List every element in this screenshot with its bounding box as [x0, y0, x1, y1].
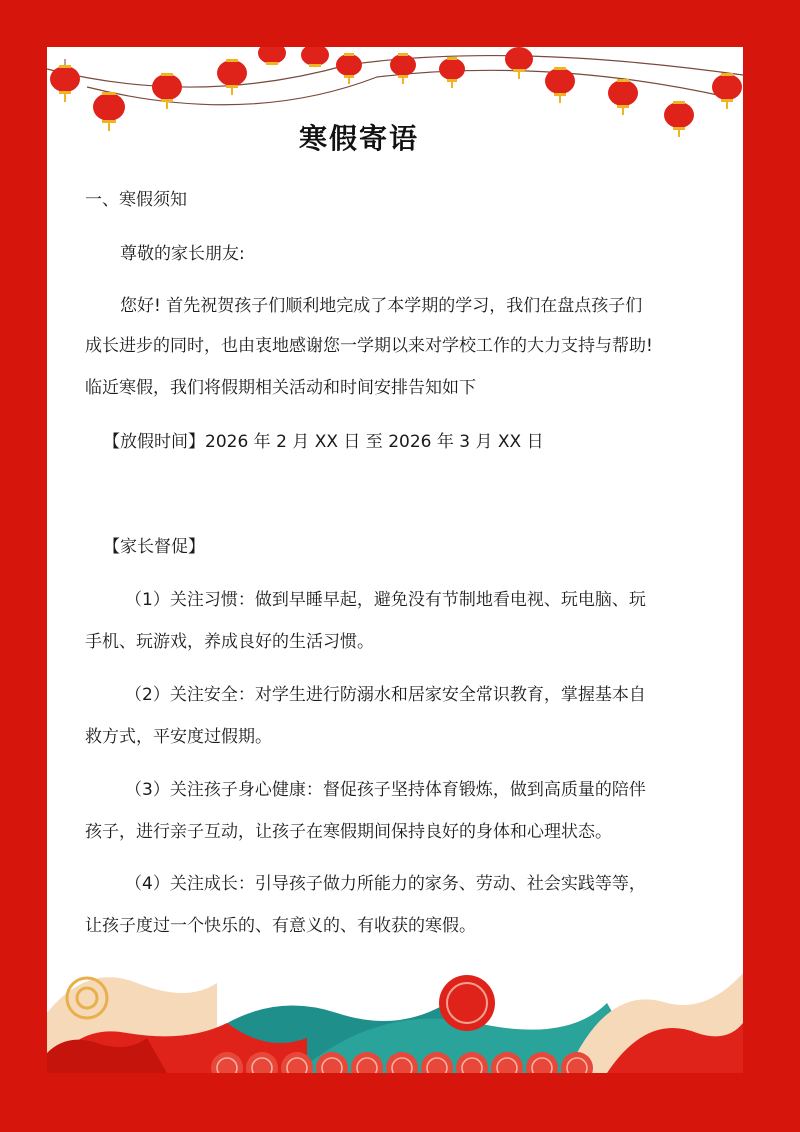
- lantern-icon: [390, 53, 416, 84]
- document-page: [47, 47, 743, 1073]
- item-2-line-2: 救方式，平安度过假期。: [85, 727, 272, 747]
- page-title: 寒假寄语: [298, 122, 419, 155]
- lantern-icon: [439, 57, 465, 88]
- lantern-icon: [301, 47, 329, 67]
- parents-heading: 【家长督促】: [103, 537, 205, 557]
- item-1-line-2: 手机、玩游戏，养成良好的生活习惯。: [85, 632, 374, 652]
- lantern-icon: [258, 47, 286, 65]
- item-1-line-1: （1）关注习惯：做到早睡早起，避免没有节制地看电视、玩电脑、玩: [125, 590, 646, 610]
- lantern-icon: [336, 53, 362, 84]
- lantern-icon: [217, 59, 247, 95]
- festive-waves-decoration: [47, 943, 743, 1073]
- lantern-icon: [505, 47, 533, 79]
- intro-line-3: 临近寒假，我们将假期相关活动和时间安排告知如下: [85, 378, 476, 398]
- greeting: 尊敬的家长朋友:: [120, 244, 245, 264]
- lantern-icon: [608, 79, 638, 115]
- item-3-line-1: （3）关注孩子身心健康：督促孩子坚持体育锻炼，做到高质量的陪伴: [125, 780, 646, 800]
- intro-line-1: 您好! 首先祝贺孩子们顺利地完成了本学期的学习，我们在盘点孩子们: [120, 296, 643, 316]
- item-4-line-2: 让孩子度过一个快乐的、有意义的、有收获的寒假。: [85, 916, 476, 936]
- section-heading: 一、寒假须知: [85, 190, 187, 210]
- item-3-line-2: 孩子，进行亲子互动，让孩子在寒假期间保持良好的身体和心理状态。: [85, 822, 612, 842]
- lantern-icon: [712, 73, 742, 109]
- item-2-line-1: （2）关注安全：对学生进行防溺水和居家安全常识教育，掌握基本自: [125, 685, 646, 705]
- lantern-icon: [545, 67, 575, 103]
- lantern-icon: [50, 59, 80, 102]
- item-4-line-1: （4）关注成长：引导孩子做力所能力的家务、劳动、社会实践等等，: [125, 874, 646, 894]
- intro-line-2: 成长进步的同时，也由衷地感谢您一学期以来对学校工作的大力支持与帮助!: [85, 336, 653, 356]
- lantern-icon: [152, 73, 182, 109]
- holiday-time: 【放假时间】2026 年 2 月 XX 日 至 2026 年 3 月 XX 日: [103, 432, 544, 452]
